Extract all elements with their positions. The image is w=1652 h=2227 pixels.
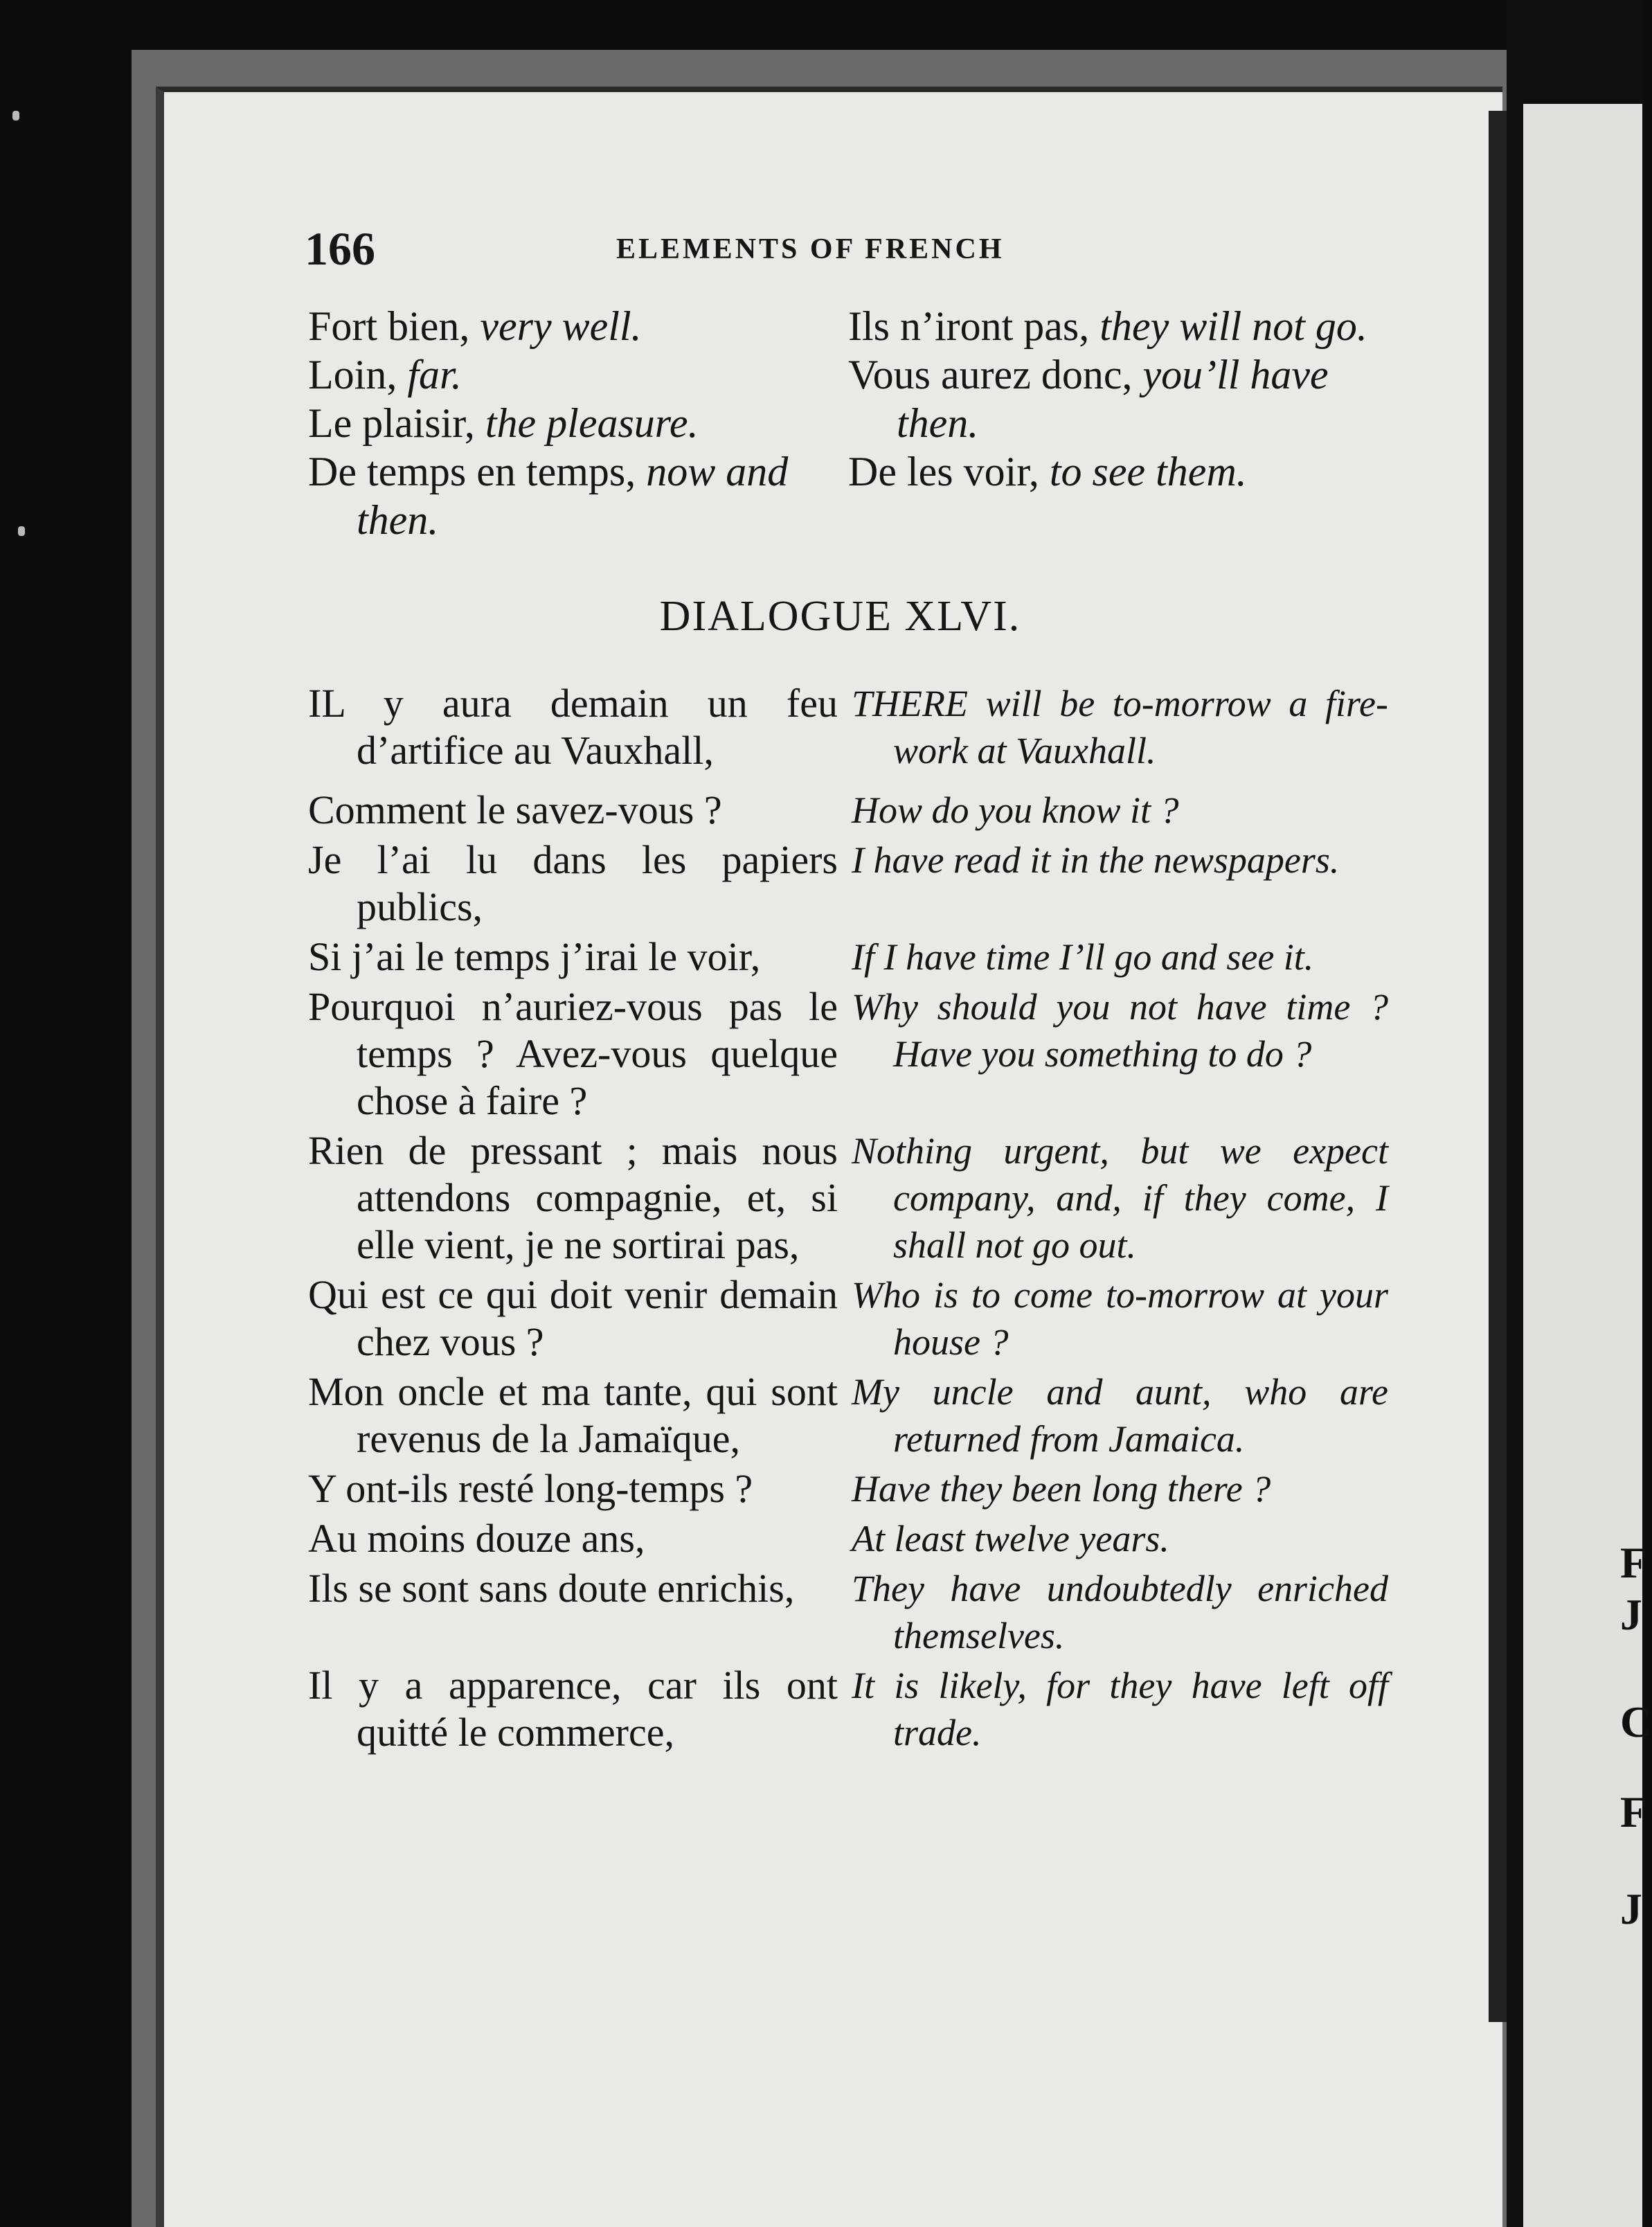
dialogue-french: IL y aura demain un feu d’artifice au Vauxhall, [308, 681, 838, 773]
page-number: 166 [305, 222, 375, 275]
page-gutter [1489, 111, 1507, 2022]
vocab-entry [308, 350, 834, 399]
dialogue-row [308, 1515, 1388, 1562]
dialogue-french: Je l’ai lu dans les papiers publics, [308, 837, 838, 929]
dialogue-french: Si j’ai le temps j’irai le voir, [308, 934, 761, 979]
vocab-french: Le plaisir, [308, 400, 475, 446]
scan-speck [18, 526, 25, 536]
running-head: ELEMENTS OF FRENCH [616, 233, 1005, 265]
vocab-english: to see them. [1049, 449, 1247, 494]
facing-page-letter: C [1620, 1697, 1652, 1746]
scan-speck [12, 111, 19, 120]
vocab-french: De temps en temps, [308, 449, 636, 494]
dialogue-french: Qui est ce qui doit venir demain chez vous ? [308, 1272, 838, 1364]
dialogue-english: Have they been long there ? [852, 1468, 1271, 1510]
dialogue-row [308, 1465, 1388, 1512]
vocab-english: they will not go. [1099, 303, 1367, 349]
vocab-entry [308, 399, 834, 447]
vocab-entry [848, 302, 1374, 350]
page-header [305, 222, 1378, 284]
dialogue-row [308, 1368, 1388, 1463]
vocab-english: far. [407, 352, 462, 397]
vocab-french: Loin, [308, 352, 397, 397]
dialogue-body [308, 680, 1388, 1759]
dialogue-row [308, 1662, 1388, 1756]
dialogue-row [308, 680, 1388, 774]
vocab-french: Fort bien, [308, 303, 470, 349]
vocab-english: you’ll have then. [897, 352, 1329, 446]
vocab-french: De les voir, [848, 449, 1039, 494]
dialogue-french: Ils se sont sans doute enrichis, [308, 1566, 795, 1611]
dialogue-row [308, 1127, 1388, 1269]
facing-page-letter: F [1620, 1538, 1648, 1587]
dialogue-french: Il y a apparence, car ils ont quitté le commerce, [308, 1663, 838, 1755]
vocab-french: Vous aurez donc, [848, 352, 1133, 397]
vocab-entry [308, 302, 834, 350]
dialogue-row [308, 983, 1388, 1125]
dialogue-french: Pourquoi n’auriez-vous pas le temps ? Avez-vous quelque chose à faire ? [308, 984, 838, 1123]
vocab-entry [848, 447, 1374, 496]
vocab-english: now and then. [357, 449, 789, 543]
dialogue-english: It is likely, for they have left off trade. [852, 1665, 1388, 1753]
vocabulary-left-column [308, 302, 834, 544]
dialogue-english: If I have time I’ll go and see it. [852, 936, 1314, 978]
dialogue-english: I have read it in the newspapers. [852, 839, 1340, 881]
vocab-french: Ils n’iront pas, [848, 303, 1090, 349]
dialogue-row [308, 1565, 1388, 1659]
dialogue-english: My uncle and aunt, who are returned from Jamaica. [852, 1371, 1388, 1460]
dialogue-french: Comment le savez-vous ? [308, 787, 722, 832]
facing-page-letter: J [1620, 1884, 1642, 1933]
dialogue-french: Mon oncle et ma tante, qui sont revenus de la Jamaïque, [308, 1369, 838, 1461]
dialogue-row [308, 1271, 1388, 1366]
dialogue-row [308, 837, 1388, 931]
dialogue-english: They have undoubtedly enriched themselves. [852, 1568, 1388, 1656]
dialogue-english: Why should you not have time ? Have you something to do ? [852, 986, 1388, 1075]
vocab-english: very well. [480, 303, 642, 349]
dialogue-english: THERE will be to-morrow a fire-work at Vauxhall. [852, 683, 1388, 771]
dialogue-french: Rien de pressant ; mais nous attendons compagnie, et, si elle vient, je ne sortirai pas, [308, 1128, 838, 1267]
facing-page-letter: J [1620, 1590, 1642, 1639]
dialogue-french: Au moins douze ans, [308, 1516, 645, 1561]
dialogue-row [308, 933, 1388, 981]
vocab-entry [848, 350, 1374, 447]
dialogue-english: At least twelve years. [852, 1518, 1169, 1559]
vocab-entry [308, 447, 834, 544]
vocab-english: the pleasure. [485, 400, 699, 446]
dialogue-title: DIALOGUE XLVI. [659, 593, 1021, 640]
facing-page-letter: F [1620, 1787, 1648, 1836]
dialogue-english: How do you know it ? [852, 789, 1179, 831]
dialogue-english: Nothing urgent, but we expect company, and, if they come, I shall not go out. [852, 1130, 1388, 1266]
dialogue-french: Y ont-ils resté long-temps ? [308, 1466, 753, 1511]
dialogue-row [308, 787, 1388, 834]
vocabulary-right-column [848, 302, 1374, 496]
dialogue-english: Who is to come to-morrow at your house ? [852, 1274, 1388, 1363]
